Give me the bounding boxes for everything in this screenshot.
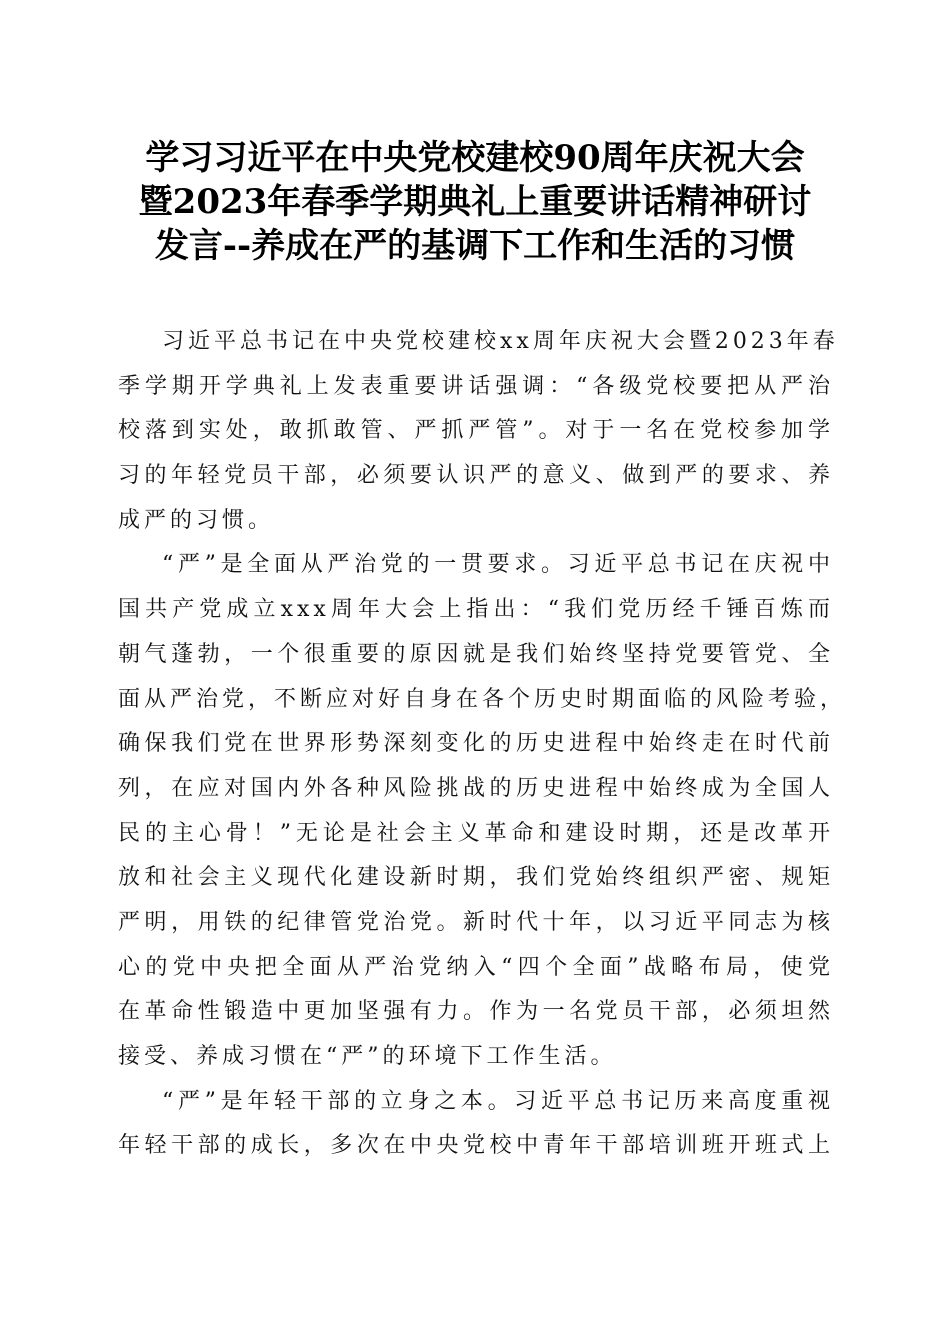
document-title: [100, 136, 850, 268]
title-line-1: 学习习近平在中央党校建校90周年庆祝大会: [145, 138, 805, 178]
paragraph-line: 列，在应对国内外各种风险挑战的历史进程中始终成为全国人: [118, 775, 834, 801]
paragraph-line: 朝气蓬勃，一个很重要的原因就是我们始终坚持党要管党、全: [118, 641, 834, 667]
paragraph-line: 面从严治党，不断应对好自身在各个历史时期面临的风险考验，: [118, 686, 847, 712]
paragraph-line: 成严的习惯。: [118, 507, 275, 533]
paragraph-2: [118, 543, 847, 1079]
paragraph-line: 校落到实处，敢抓敢管、严抓严管”。对于一名在党校参加学: [118, 418, 834, 444]
paragraph-line: 严明，用铁的纪律管党治党。新时代十年，以习近平同志为核: [118, 909, 834, 935]
paragraph-line: “严”是年轻干部的立身之本。习近平总书记历来高度重视: [162, 1088, 834, 1114]
paragraph-line: 放和社会主义现代化建设新时期，我们党始终组织严密、规矩: [118, 865, 834, 891]
paragraph-line: 在革命性锻造中更加坚强有力。作为一名党员干部，必须坦然: [118, 999, 834, 1025]
paragraph-1: [118, 320, 839, 543]
title-line-2: 暨2023年春季学期典礼上重要讲话精神研讨: [138, 182, 812, 222]
paragraph-line: 民的主心骨！”无论是社会主义革命和建设时期，还是改革开: [118, 820, 834, 846]
paragraph-line: 国共产党成立xxx周年大会上指出：“我们党历经千锤百炼而: [118, 597, 834, 623]
document-body: [118, 320, 847, 1169]
paragraph-line: “严”是全面从严治党的一贯要求。习近平总书记在庆祝中: [162, 552, 834, 578]
paragraph-line: 习近平总书记在中央党校建校xx周年庆祝大会暨2023年春: [162, 329, 839, 354]
title-line-3: 发言--养成在严的基调下工作和生活的习惯: [154, 226, 796, 266]
paragraph-3: [118, 1080, 834, 1169]
paragraph-line: 年轻干部的成长，多次在中央党校中青年干部培训班开班式上: [118, 1133, 834, 1159]
paragraph-line: 心的党中央把全面从严治党纳入“四个全面”战略布局，使党: [118, 954, 834, 980]
paragraph-line: 确保我们党在世界形势深刻变化的历史进程中始终走在时代前: [118, 731, 834, 757]
paragraph-line: 季学期开学典礼上发表重要讲话强调：“各级党校要把从严治: [118, 373, 834, 399]
paragraph-line: 习的年轻党员干部，必须要认识严的意义、做到严的要求、养: [118, 463, 834, 489]
paragraph-line: 接受、养成习惯在“严”的环境下工作生活。: [118, 1044, 617, 1069]
